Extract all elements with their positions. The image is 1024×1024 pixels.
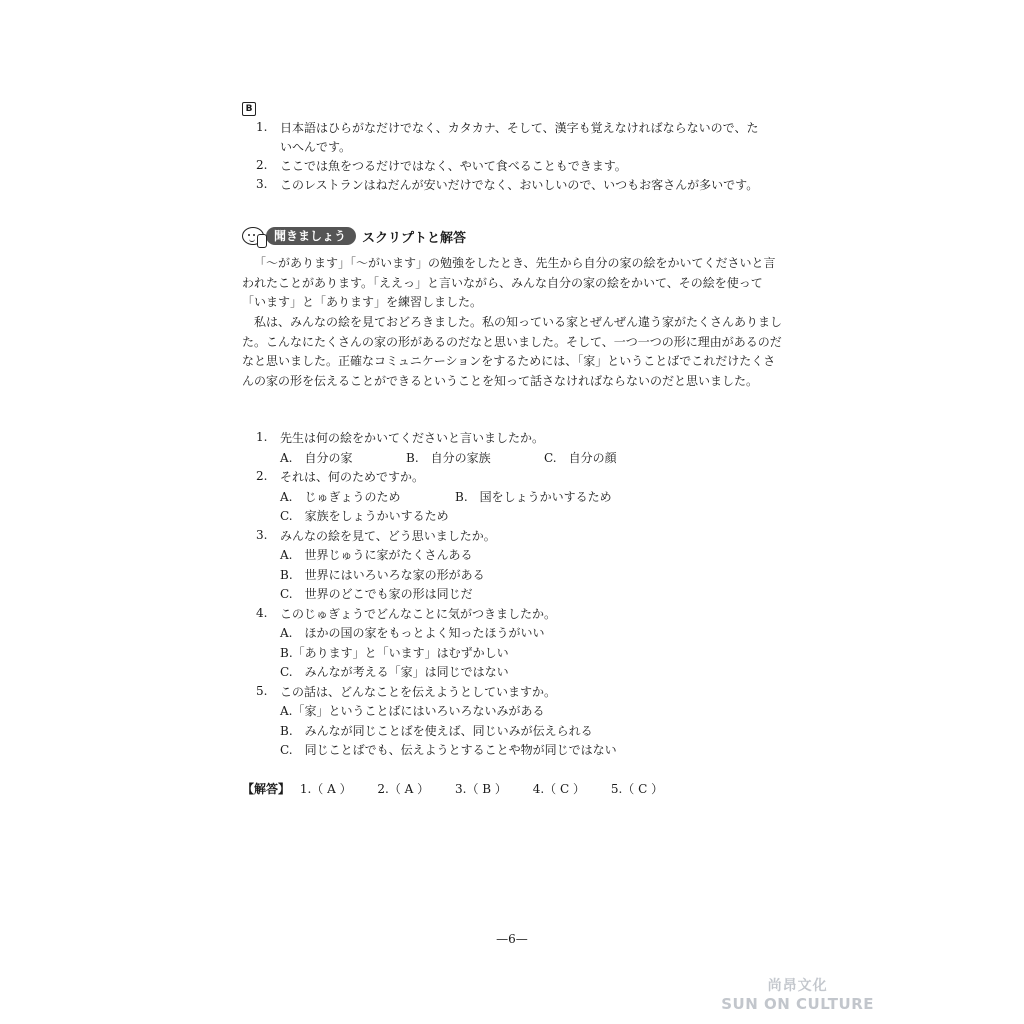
choice: C. みんなが考える「家」は同じではない [280,665,509,679]
answer-item: 1.（ A ） [299,782,352,796]
question-text: それは、何のためですか。 [280,470,425,484]
question-number: 5. [256,684,268,698]
list-item-text: ここでは魚をつるだけではなく、やいて食べることもできます。 [280,159,627,173]
choice: B. 世界にはいろいろな家の形がある [280,568,485,582]
watermark-english: SUN ON CULTURE [721,995,874,1013]
choice: A. 世界じゅうに家がたくさんある [280,548,473,562]
listening-section-header [242,226,466,246]
choice: A.「家」ということばにはいろいろないみがある [280,704,545,718]
watermark-chinese: 尚昂文化 [767,978,828,994]
choice: A. じゅぎょうのため [280,490,401,504]
choice: B. 国をしょうかいするため [455,490,612,504]
hand-icon [257,234,267,248]
choice: C. 自分の顔 [544,451,617,465]
list-item-text: このレストランはねだんが安いだけでなく、おいしいので、いつもお客さんが多いです。 [280,178,759,192]
question-text: みんなの絵を見て、どう思いましたか。 [280,529,496,543]
choice: A. 自分の家 [280,451,353,465]
question-number: 3. [256,528,268,542]
choice: B.「あります」と「います」はむずかしい [280,646,509,660]
question-text: 先生は何の絵をかいてくださいと言いましたか。 [280,431,545,445]
question-number: 1. [256,430,268,444]
question-text: このじゅぎょうでどんなことに気がつきましたか。 [280,607,557,621]
answer-item: 4.（ C ） [532,782,585,796]
answer-item: 5.（ C ） [610,782,664,796]
page-number: —6— [496,932,528,946]
question-text: この話は、どんなことを伝えようとしていますか。 [280,685,557,699]
list-item-text: 日本語はひらがなだけでなく、カタカナ、そして、漢字も覚えなければならないので、た [280,121,759,135]
list-item-number: 1. [256,120,268,134]
question-number: 2. [256,469,268,483]
list-item-number: 2. [256,158,268,172]
answer-item: 2.（ A ） [377,782,430,796]
listen-badge: 聞きましょう [266,227,356,245]
publisher-watermark [721,975,874,1013]
answer-item: 3.（ B ） [455,782,507,796]
answer-label: 【解答】 [242,782,291,796]
list-item-text: いへんです。 [280,140,352,154]
list-item-number: 3. [256,177,268,191]
section-b-marker: B [242,102,256,116]
answer-key [242,780,663,797]
script-paragraph-1: 「～があります」「～がいます」の勉強をしたとき、先生から自分の家の絵をかいてくださいと言われたことがあります。「ええっ」と言いながら、みんな自分の家の絵をかいて、その絵を使って「います」と「あります」を練習しました。 [242,256,776,309]
script-paragraph-2: 私は、みんなの絵を見ておどろきました。私の知っている家とぜんぜん違う家がたくさんありました。こんなにたくさんの家の形があるのだなと思いました。そして、一つ一つの形に理由があるのだなと思いました。正確なコミュニケーションをするためには、「家」ということばでこれだけたくさんの家の形を伝えることができるということを知って話さなければならないのだと思いました。 [242,315,783,388]
question-number: 4. [256,606,268,620]
choice: B. みんなが同じことばを使えば、同じいみが伝えられる [280,724,593,738]
choice: C. 世界のどこでも家の形は同じだ [280,587,473,601]
smiley-face-icon [242,227,264,245]
choice: A. ほかの国の家をもっとよく知ったほうがいい [280,626,545,640]
choice: C. 同じことばでも、伝えようとすることや物が同じではない [280,743,617,757]
section-title: スクリプトと解答 [362,230,467,246]
choice: B. 自分の家族 [406,451,491,465]
choice: C. 家族をしょうかいするため [280,509,449,523]
